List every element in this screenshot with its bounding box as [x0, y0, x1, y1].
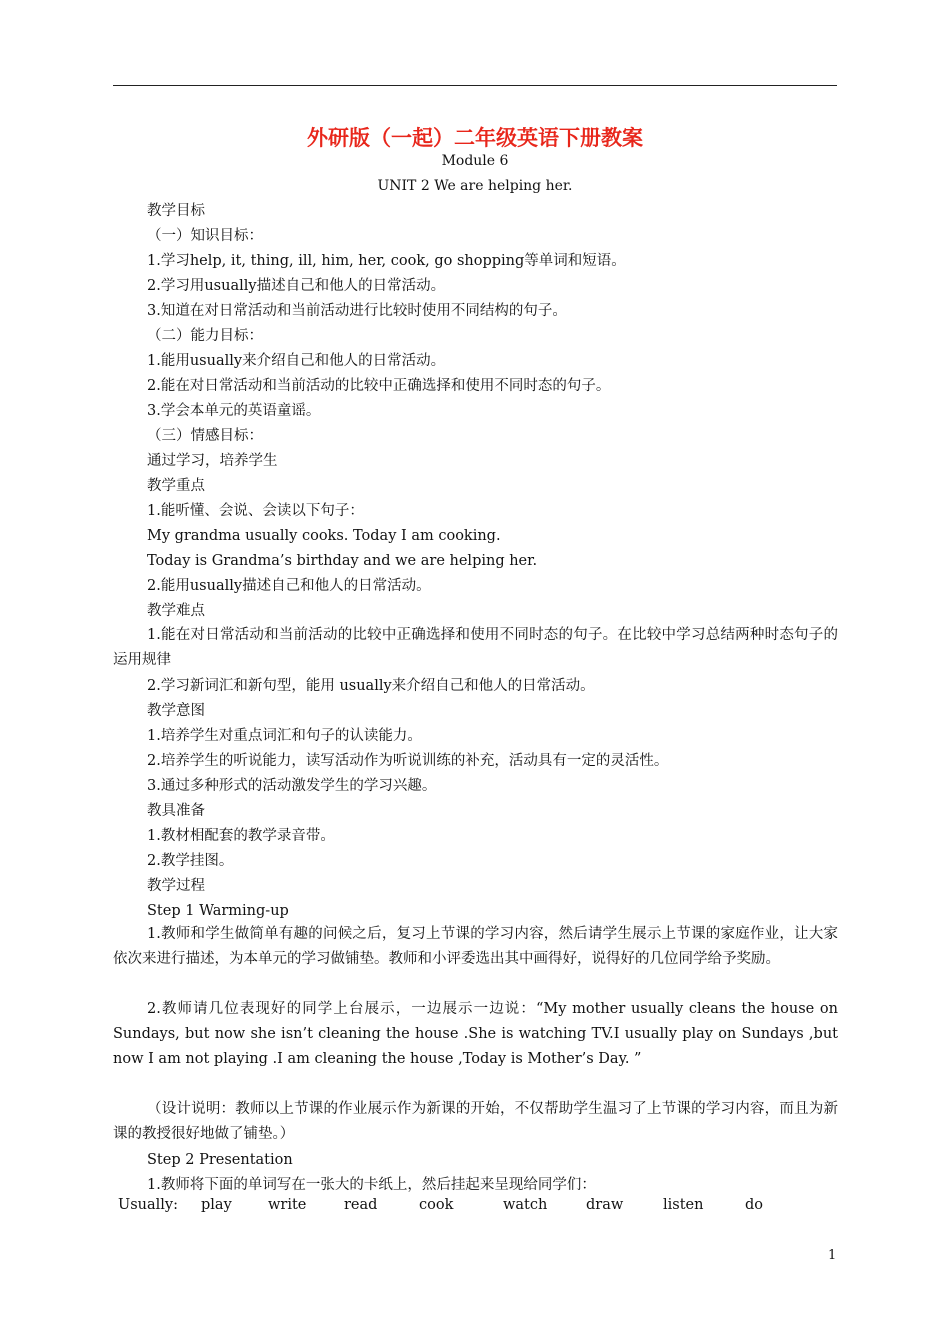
text-line: 1.能用usually来介绍自己和他人的日常活动。	[147, 353, 446, 369]
section-heading-intent: 教学意图	[147, 703, 205, 719]
section-heading-key-points: 教学重点	[147, 478, 205, 494]
step-heading-presentation: Step 2 Presentation	[147, 1152, 293, 1168]
text-line: 2.学习用usually描述自己和他人的日常活动。	[147, 278, 446, 294]
text-line: 1.能听懂、会说、会读以下句子：	[147, 503, 364, 519]
subheading-ability: （二）能力目标：	[147, 328, 263, 344]
text-line: 2.培养学生的听说能力，读写活动作为听说训练的补充，活动具有一定的灵活性。	[147, 753, 669, 769]
word-item: read	[344, 1197, 378, 1213]
text-line: 1.教材相配套的教学录音带。	[147, 828, 335, 844]
section-heading-objectives: 教学目标	[147, 203, 205, 219]
text-line: 1.培养学生对重点词汇和句子的认读能力。	[147, 728, 422, 744]
step-heading-warmup: Step 1 Warming-up	[147, 903, 289, 919]
difficulty-paragraph: 1.能在对日常活动和当前活动的比较中正确选择和使用不同时态的句子。在比较中学习总结两种时态句子的运用规律	[113, 627, 838, 668]
usually-word-list	[118, 1197, 775, 1213]
word-item: play	[201, 1197, 232, 1213]
subheading-emotion: （三）情感目标：	[147, 428, 263, 444]
section-heading-process: 教学过程	[147, 878, 205, 894]
module-heading: Module 6	[441, 153, 509, 169]
warmup-paragraph-2: 2.教师请几位表现好的同学上台展示，一边展示一边说：“My mother usually cleans the house on Sundays, but now she isn’t cleaning the house .She is watching TV.I usually play on Sundays ,but now I am not playing .I am cleaning the house ,Today is Mother’s Day. ”	[113, 1001, 838, 1067]
text-line: 2.能用usually描述自己和他人的日常活动。	[147, 578, 431, 594]
text-line: 2.教学挂图。	[147, 853, 234, 869]
text-line: 3.知道在对日常活动和当前活动进行比较时使用不同结构的句子。	[147, 303, 567, 319]
text-line: 通过学习，培养学生	[147, 453, 278, 469]
example-sentence: Today is Grandma’s birthday and we are helping her.	[147, 553, 538, 569]
text-line: 3.通过多种形式的活动激发学生的学习兴趣。	[147, 778, 437, 794]
text-line: 1.教师将下面的单词写在一张大的卡纸上，然后挂起来呈现给同学们：	[147, 1177, 596, 1193]
example-sentence: My grandma usually cooks. Today I am cooking.	[147, 528, 501, 544]
text-line: 3.学会本单元的英语童谣。	[147, 403, 321, 419]
word-item: do	[745, 1197, 764, 1213]
word-item: draw	[586, 1197, 624, 1213]
word-label: Usually:	[118, 1197, 178, 1213]
unit-heading: UNIT 2 We are helping her.	[377, 178, 573, 194]
word-item: listen	[663, 1197, 704, 1213]
subheading-knowledge: （一）知识目标：	[147, 228, 263, 244]
document-title: 外研版（一起）二年级英语下册教案	[307, 126, 643, 150]
design-note-paragraph: （设计说明：教师以上节课的作业展示作为新课的开始，不仅帮助学生温习了上节课的学习内容，而且为新课的教授很好地做了铺垫。）	[113, 1101, 838, 1142]
section-heading-materials: 教具准备	[147, 803, 205, 819]
warmup-paragraph-1: 1.教师和学生做简单有趣的问候之后，复习上节课的学习内容，然后请学生展示上节课的家庭作业，让大家依次来进行描述，为本单元的学习做铺垫。教师和小评委选出其中画得好，说得好的几位同学给予奖励。	[113, 926, 838, 967]
page-number: 1	[828, 1248, 837, 1263]
text-line: 1.学习help, it, thing, ill, him, her, cook, go shopping等单词和短语。	[147, 253, 626, 269]
word-item: write	[268, 1197, 307, 1213]
word-item: cook	[419, 1197, 454, 1213]
text-line: 2.能在对日常活动和当前活动的比较中正确选择和使用不同时态的句子。	[147, 378, 611, 394]
text-line: 2.学习新词汇和新句型，能用 usually来介绍自己和他人的日常活动。	[147, 678, 595, 694]
header-rule	[113, 85, 837, 86]
section-heading-difficulties: 教学难点	[147, 603, 205, 619]
word-item: watch	[503, 1197, 548, 1213]
